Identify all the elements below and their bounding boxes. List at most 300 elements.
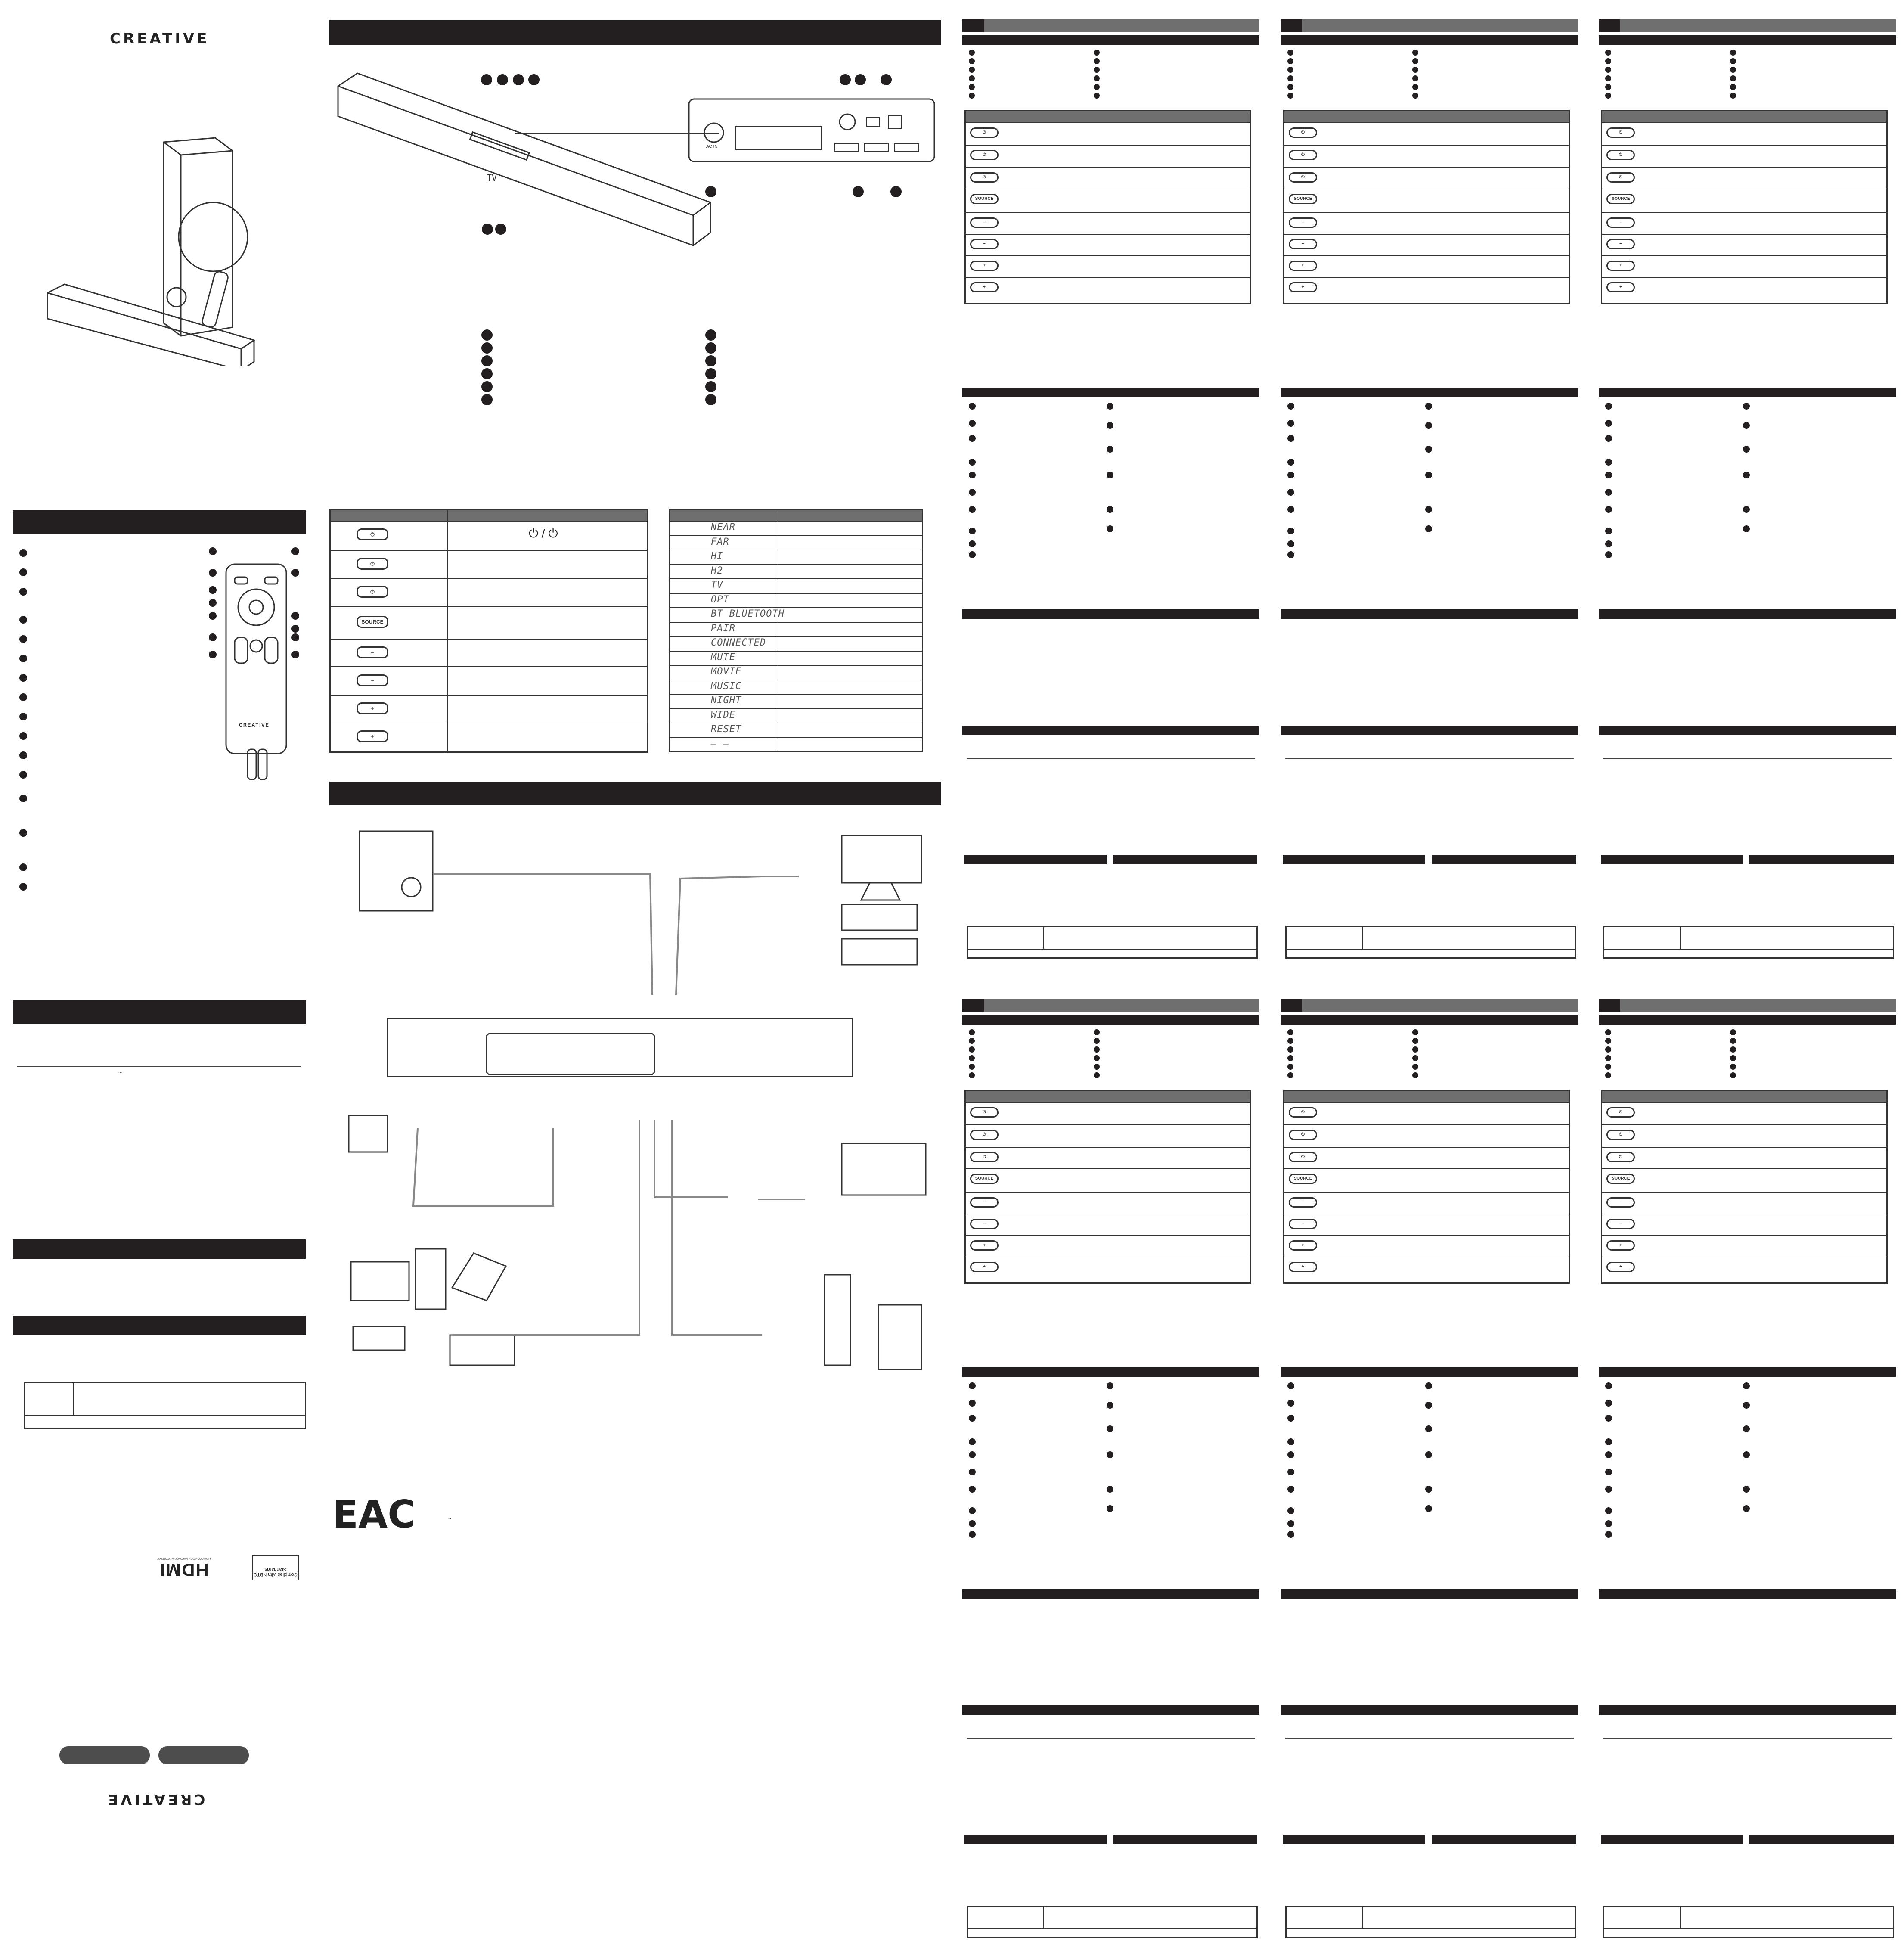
lang-section-bar: [1281, 726, 1578, 735]
legend-bullet: [1743, 472, 1750, 478]
legend-bullet: [1605, 459, 1612, 466]
control-key: ⏻: [1289, 127, 1317, 138]
legend-bullet: [1107, 1505, 1113, 1512]
lang-subheader: [1281, 1015, 1578, 1025]
lang-section-bar-half: [1749, 855, 1894, 864]
legend-bullet: [1094, 58, 1100, 64]
legend-bullet: [1605, 1507, 1612, 1514]
display-message-row: [670, 521, 922, 522]
control-key: ⏻: [1289, 1152, 1317, 1162]
power-toggle-icon: ⏻ / ⏻: [529, 527, 558, 540]
legend-bullet: [1094, 1046, 1100, 1053]
legend-bullet: [1094, 1064, 1100, 1070]
vol-down-key: −: [357, 646, 388, 658]
control-key: ⏻: [1606, 1130, 1635, 1140]
soundbar-front-illustration: [332, 69, 719, 250]
display-message-text: NIGHT: [711, 695, 742, 706]
lang-section-bar: [1599, 1705, 1896, 1715]
control-key: +: [1606, 1240, 1635, 1251]
source-button-key: SOURCE: [357, 616, 388, 628]
legend-bullet: [1605, 67, 1611, 73]
display-message-row: [670, 708, 922, 709]
display-message-row: [670, 651, 922, 652]
legend-bullet: [1605, 1469, 1612, 1475]
power-button-key: ⏻: [357, 528, 388, 540]
lang-divider: [1285, 758, 1574, 759]
legend-bullet: [1743, 525, 1750, 532]
legend-bullet: [1743, 1425, 1750, 1432]
legend-bullet: [1287, 506, 1294, 513]
legend-bullet: [1425, 422, 1432, 429]
control-key: +: [1606, 261, 1635, 271]
lang-info-table: [1603, 926, 1894, 959]
lang-header-tab: [1281, 19, 1302, 32]
legend-bullet: [1287, 50, 1293, 56]
legend-bullet: [1743, 446, 1750, 453]
lang-header: [1302, 19, 1578, 32]
back-logo: CREATIVE: [105, 1791, 205, 1808]
controls-table: [329, 509, 648, 753]
legend-bullet: [1605, 1029, 1611, 1035]
lang-divider: [1603, 758, 1892, 759]
legend-bullet: [1412, 75, 1418, 81]
display-message-row: [670, 578, 922, 579]
lang-section-bar-half: [1432, 855, 1576, 864]
display-message-text: NEAR: [711, 522, 735, 533]
legend-bullet: [1094, 1038, 1100, 1044]
display-message-text: BT BLUETOOTH: [711, 609, 785, 619]
lang-section-bar-half: [1432, 1835, 1576, 1844]
lang-divider: [1603, 1738, 1892, 1739]
legend-bullet: [1107, 525, 1113, 532]
hdmi-logo: HDMI HIGH-DEFINITION MULTIMEDIA INTERFACE: [157, 1557, 211, 1580]
legend-bullet: [1605, 540, 1612, 547]
legend-bullet: [1094, 1072, 1100, 1078]
legend-bullet: [969, 84, 975, 90]
section-header-4: [13, 1316, 306, 1335]
legend-bullet: [1287, 528, 1294, 534]
legend-bullet: [969, 1469, 976, 1475]
lang-info-table: [967, 1906, 1258, 1938]
legend-bullet: [1287, 1415, 1294, 1422]
lang-section-bar: [1281, 1589, 1578, 1599]
legend-bullet: [1107, 1382, 1113, 1389]
lang-info-table: [1285, 1906, 1576, 1938]
legend-bullet: [969, 1507, 976, 1514]
legend-bullet: [1605, 1072, 1611, 1078]
legend-bullet: [969, 1400, 976, 1407]
legend-bullet: [969, 528, 976, 534]
legend-bullet: [1425, 446, 1432, 453]
display-message-row: [670, 694, 922, 695]
lang-section-bar: [962, 1367, 1259, 1377]
legend-bullet: [969, 1486, 976, 1493]
legend-bullet: [1605, 435, 1612, 442]
legend-bullet: [1743, 506, 1750, 513]
lang-section-bar-half: [1283, 1835, 1425, 1844]
info-table: [24, 1382, 306, 1429]
legend-bullet: [1412, 1055, 1418, 1061]
control-key: ⏻: [1606, 150, 1635, 160]
lang-subheader: [962, 35, 1259, 45]
lang-section-bar: [1599, 609, 1896, 619]
control-key: +: [970, 282, 999, 292]
lang-section-bar-half: [1113, 1835, 1257, 1844]
legend-bullet: [1605, 1486, 1612, 1493]
legend-bullet: [1730, 50, 1736, 56]
display-message-text: WIDE: [711, 709, 735, 720]
display-message-text: – –: [711, 738, 729, 749]
connection-diagram: [332, 818, 939, 1400]
legend-bullet: [1730, 1038, 1736, 1044]
legend-bullet: [1730, 75, 1736, 81]
ac-in-label: AC IN: [706, 144, 718, 149]
control-key: ⏻: [970, 1130, 999, 1140]
legend-bullet: [1605, 1415, 1612, 1422]
legend-bullet: [1287, 459, 1294, 466]
legend-bullet: [1094, 1055, 1100, 1061]
rear-panel-inset: [688, 98, 940, 163]
display-message-row: [670, 636, 922, 637]
lang-info-table: [1285, 926, 1576, 959]
display-message-text: HI: [711, 551, 723, 562]
lang-header: [1620, 999, 1896, 1012]
legend-bullet: [1107, 403, 1113, 410]
legend-bullet: [1287, 1486, 1294, 1493]
control-key: ⏻: [970, 172, 999, 183]
legend-bullet: [1107, 1486, 1113, 1493]
legend-bullet: [969, 50, 975, 56]
legend-bullet: [1605, 1046, 1611, 1053]
control-key: +: [970, 1262, 999, 1272]
legend-bullet: [969, 1038, 975, 1044]
legend-bullet: [1287, 540, 1294, 547]
lang-controls-table: [1283, 110, 1570, 304]
legend-bullet: [1107, 1402, 1113, 1409]
legend-bullet: [1287, 403, 1294, 410]
control-key: +: [1289, 1262, 1317, 1272]
section-header-2: [13, 1000, 306, 1024]
legend-bullet: [1287, 489, 1294, 496]
lang-header-tab: [1281, 999, 1302, 1012]
display-message-text: PAIR: [711, 623, 735, 634]
legend-bullet: [1094, 67, 1100, 73]
control-key: SOURCE: [1289, 194, 1317, 204]
lang-info-table: [1603, 1906, 1894, 1938]
control-key: −: [1289, 1219, 1317, 1229]
remote-logo: CREATIVE: [239, 723, 270, 728]
legend-bullet: [1287, 1400, 1294, 1407]
control-key: ⏻: [1289, 1130, 1317, 1140]
legend-bullet: [1287, 75, 1293, 81]
legend-bullet: [1287, 1520, 1294, 1527]
legend-bullet: [1605, 1055, 1611, 1061]
legend-bullet: [969, 1382, 976, 1389]
lang-section-bar: [962, 609, 1259, 619]
legend-bullet: [1605, 1038, 1611, 1044]
lang-divider: [1285, 1738, 1574, 1739]
legend-bullet: [1287, 1029, 1293, 1035]
display-message-row: [670, 607, 922, 608]
nbtc-compliance-box: Complies with NBTC Standards: [252, 1555, 299, 1580]
legend-bullet: [1605, 93, 1611, 99]
svg-text:TV: TV: [487, 173, 497, 183]
legend-bullet: [1094, 84, 1100, 90]
legend-bullet: [1107, 506, 1113, 513]
lang-divider: [967, 758, 1255, 759]
bt-button-key-2: ⏻: [357, 586, 388, 598]
legend-bullet: [1743, 403, 1750, 410]
control-key: ⏻: [970, 127, 999, 138]
legend-bullet: [969, 1064, 975, 1070]
tilde-mark: ~: [118, 1069, 122, 1076]
control-key: SOURCE: [970, 194, 999, 204]
legend-bullet: [1605, 403, 1612, 410]
legend-bullet: [1287, 1064, 1293, 1070]
control-key: −: [970, 1197, 999, 1208]
display-message-text: MUSIC: [711, 680, 742, 692]
bt-button-key: ⏻: [357, 558, 388, 570]
legend-bullet: [1743, 1402, 1750, 1409]
legend-bullet: [1743, 1382, 1750, 1389]
display-message-text: MUTE: [711, 652, 735, 663]
lang-header-tab: [1599, 999, 1620, 1012]
legend-bullet: [1287, 84, 1293, 90]
lang-section-bar: [1281, 609, 1578, 619]
legend-bullet: [1094, 93, 1100, 99]
legend-bullet: [1107, 446, 1113, 453]
legend-bullet: [969, 1451, 976, 1458]
legend-bullet: [969, 420, 976, 427]
legend-bullet: [1730, 1064, 1736, 1070]
control-key: ⏻: [970, 1107, 999, 1118]
legend-bullet: [1730, 58, 1736, 64]
control-key: +: [970, 261, 999, 271]
legend-bullet: [969, 1029, 975, 1035]
lang-section-bar: [1281, 1367, 1578, 1377]
lang-subheader: [1281, 35, 1578, 45]
legend-bullet: [969, 1520, 976, 1527]
section-header-connection: [329, 782, 941, 805]
legend-bullet: [969, 472, 976, 478]
legend-bullet: [1605, 84, 1611, 90]
control-key: ⏻: [1606, 1107, 1635, 1118]
legend-bullet: [969, 435, 976, 442]
remote-control-illustration: [207, 547, 310, 788]
control-key: +: [1289, 282, 1317, 292]
legend-bullet: [1287, 435, 1294, 442]
display-message-row: [670, 737, 922, 738]
soundbar-subwoofer-illustration: [39, 125, 263, 366]
lang-section-bar-half: [1749, 1835, 1894, 1844]
legend-bullet: [1743, 1486, 1750, 1493]
legend-bullet: [1730, 67, 1736, 73]
legend-bullet: [1287, 1055, 1293, 1061]
display-message-text: FAR: [711, 536, 729, 547]
legend-bullet: [1412, 93, 1418, 99]
lang-section-bar: [1599, 388, 1896, 397]
display-message-row: [670, 593, 922, 594]
legend-bullet: [969, 75, 975, 81]
legend-bullet: [1425, 1505, 1432, 1512]
lang-section-bar: [1599, 726, 1896, 735]
lang-section-bar-half: [964, 855, 1107, 864]
legend-bullet: [1730, 1055, 1736, 1061]
lang-section-bar-half: [964, 1835, 1107, 1844]
legend-bullet: [1425, 525, 1432, 532]
legend-bullet: [1425, 403, 1432, 410]
legend-bullet: [1730, 1029, 1736, 1035]
legend-bullet: [1605, 420, 1612, 427]
legend-bullet: [969, 1531, 976, 1538]
legend-bullet: [969, 1072, 975, 1078]
control-key: +: [1606, 1262, 1635, 1272]
brand-logo: CREATIVE: [110, 30, 210, 47]
lang-section-bar: [1599, 1589, 1896, 1599]
divider: [17, 1066, 301, 1067]
legend-bullet: [969, 551, 976, 558]
legend-bullet: [1287, 472, 1294, 478]
legend-bullet: [1743, 1505, 1750, 1512]
legend-bullet: [1605, 1400, 1612, 1407]
legend-bullet: [1605, 1451, 1612, 1458]
lang-section-bar: [962, 1589, 1259, 1599]
control-key: −: [1606, 1219, 1635, 1229]
control-key: −: [970, 1219, 999, 1229]
legend-bullet: [1605, 1064, 1611, 1070]
legend-bullet: [1425, 1486, 1432, 1493]
display-message-text: CONNECTED: [711, 637, 766, 648]
legend-bullet: [1287, 1531, 1294, 1538]
legend-bullet: [1107, 1425, 1113, 1432]
legend-bullet: [1743, 422, 1750, 429]
display-message-text: RESET: [711, 724, 742, 735]
legend-bullet: [1730, 84, 1736, 90]
legend-bullet: [1412, 1064, 1418, 1070]
legend-bullet: [1287, 1382, 1294, 1389]
legend-bullet: [1412, 84, 1418, 90]
legend-bullet: [1605, 528, 1612, 534]
lang-header-tab: [962, 19, 984, 32]
display-message-text: H2: [711, 565, 723, 576]
eac-logo: EAC: [332, 1492, 416, 1537]
control-key: −: [1606, 217, 1635, 228]
legend-bullet: [1730, 93, 1736, 99]
legend-bullet: [1287, 1046, 1293, 1053]
display-message-row: [670, 535, 922, 536]
legend-bullet: [1412, 1072, 1418, 1078]
legend-bullet: [1412, 58, 1418, 64]
control-key: SOURCE: [1606, 194, 1635, 204]
control-key: +: [1289, 261, 1317, 271]
legend-bullet: [969, 67, 975, 73]
lang-header: [984, 999, 1259, 1012]
legend-bullet: [969, 1055, 975, 1061]
legend-bullet: [969, 459, 976, 466]
lang-controls-table: [1283, 1090, 1570, 1284]
lang-header: [984, 19, 1259, 32]
control-key: ⏻: [970, 150, 999, 160]
legend-bullet: [969, 506, 976, 513]
legend-bullet: [1605, 551, 1612, 558]
control-key: ⏻: [1289, 1107, 1317, 1118]
legend-bullet: [1287, 1438, 1294, 1445]
legend-bullet: [1605, 1531, 1612, 1538]
control-key: SOURCE: [970, 1174, 999, 1184]
legend-bullet: [1107, 472, 1113, 478]
lang-controls-table: [1601, 1090, 1888, 1284]
legend-bullet: [1605, 506, 1612, 513]
control-key: ⏻: [1606, 1152, 1635, 1162]
legend-bullet: [1605, 58, 1611, 64]
control-key: −: [1289, 1197, 1317, 1208]
display-message-text: TV: [711, 580, 723, 590]
lang-subheader: [1599, 35, 1896, 45]
control-key: −: [970, 217, 999, 228]
control-key: ⏻: [970, 1152, 999, 1162]
legend-bullet: [1605, 75, 1611, 81]
legend-bullet: [1412, 67, 1418, 73]
lang-divider: [967, 1738, 1255, 1739]
legend-bullet: [969, 1415, 976, 1422]
display-message-row: [670, 564, 922, 565]
lang-controls-table: [964, 1090, 1251, 1284]
lang-subheader: [1599, 1015, 1896, 1025]
legend-bullet: [1425, 1425, 1432, 1432]
legend-bullet: [1287, 93, 1293, 99]
section-header-overview: [329, 20, 941, 45]
legend-bullet: [1412, 50, 1418, 56]
legend-bullet: [1605, 1520, 1612, 1527]
control-key: −: [1289, 239, 1317, 249]
legend-bullet: [1605, 1382, 1612, 1389]
legend-bullet: [1412, 1038, 1418, 1044]
legend-bullet: [1094, 75, 1100, 81]
legend-bullet: [1287, 67, 1293, 73]
lang-section-bar-half: [1601, 1835, 1743, 1844]
legend-bullet: [969, 489, 976, 496]
legend-bullet: [1287, 551, 1294, 558]
lang-section-bar: [1281, 1705, 1578, 1715]
legend-bullet: [1605, 50, 1611, 56]
lang-header: [1302, 999, 1578, 1012]
display-message-row: [670, 622, 922, 623]
control-key: ⏻: [1289, 172, 1317, 183]
section-header-remote: [13, 510, 306, 534]
legend-bullet: [1730, 1072, 1736, 1078]
lang-header-tab: [962, 999, 984, 1012]
legend-bullet: [969, 540, 976, 547]
control-key: −: [1606, 1197, 1635, 1208]
control-key: SOURCE: [1289, 1174, 1317, 1184]
display-message-row: [670, 665, 922, 666]
legend-bullet: [1287, 1507, 1294, 1514]
lang-controls-table: [1601, 110, 1888, 304]
lang-section-bar-half: [1113, 855, 1257, 864]
control-key: −: [1289, 217, 1317, 228]
lang-controls-table: [964, 110, 1251, 304]
legend-bullet: [969, 58, 975, 64]
lang-header-tab: [1599, 19, 1620, 32]
legend-bullet: [969, 1046, 975, 1053]
legend-bullet: [1605, 489, 1612, 496]
legend-bullet: [1287, 1469, 1294, 1475]
legend-bullet: [1425, 506, 1432, 513]
tilde-mark-2: ~: [448, 1515, 452, 1522]
display-messages-table: [669, 509, 923, 752]
section-header-3: [13, 1239, 306, 1259]
legend-bullet: [969, 403, 976, 410]
